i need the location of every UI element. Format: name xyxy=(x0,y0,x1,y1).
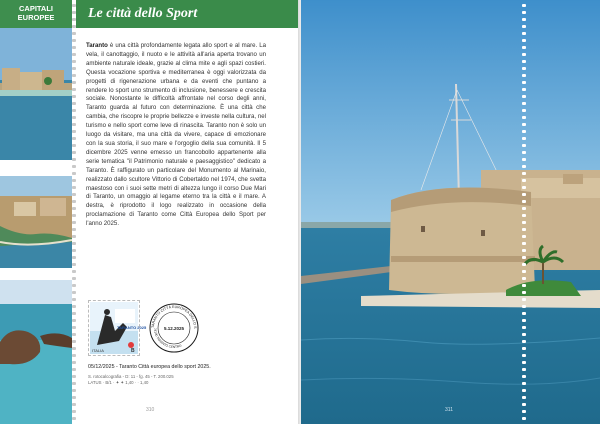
binding-hole xyxy=(522,361,526,364)
binding-hole xyxy=(72,74,76,77)
binding-hole xyxy=(72,221,76,224)
postmark-bottom-text: 74100 TARANTO CENTRO xyxy=(152,327,183,350)
binding-hole xyxy=(522,158,526,161)
binding-hole xyxy=(522,403,526,406)
binding-hole xyxy=(72,312,76,315)
binding-hole xyxy=(72,403,76,406)
binding-hole xyxy=(72,207,76,210)
binding-hole xyxy=(72,60,76,63)
binding-hole xyxy=(522,18,526,21)
binding-hole xyxy=(522,11,526,14)
binding-hole xyxy=(522,130,526,133)
article-body xyxy=(86,42,266,229)
binding-hole xyxy=(522,284,526,287)
photo-column xyxy=(0,28,72,424)
binding-hole xyxy=(522,312,526,315)
binding-hole xyxy=(522,368,526,371)
binding-hole xyxy=(522,116,526,119)
page-title: Le città dello Sport xyxy=(88,6,198,21)
postage-stamp xyxy=(88,300,147,356)
binding-hole xyxy=(72,375,76,378)
stamp-country: ITALIA xyxy=(92,348,104,353)
binding-hole xyxy=(522,74,526,77)
binding-hole xyxy=(522,186,526,189)
binding-hole xyxy=(522,354,526,357)
binding-hole xyxy=(72,179,76,182)
binding-hole xyxy=(72,228,76,231)
binding-hole xyxy=(72,46,76,49)
stamp-value: B xyxy=(131,348,135,354)
binding-hole xyxy=(72,354,76,357)
article-text: è una città profondamente legata allo sport e al mare. La vela, il canottaggio, il nuoto e le attività all'aria aperta trovano un ambiente naturale ideale, grazie al clima mite e agli spazi costieri. Questa vocazione sportiva e mediterranea è oggi valorizzata da progetti di rigenerazione urbana e da eventi che puntano a rendere lo sport uno strumento di inclusione, benessere e crescita sociale. Nonostante le difficoltà affrontate nel corso degli anni, Taranto guarda al futuro con determinazione. È una città che cambia, che riscopre le proprie bellezze e investe nella cultura, nel turismo e nello sport come leve di rinascita. Taranto non è solo un luogo da visitare, ma una città da vivere, capace di emozionare con la sua storia, il suo mare e l'orgoglio della sua comunità. Il 5 dicembre 2025 venne emesso un francobollo appartenente alla serie tematica "il Patrimonio naturale e paesaggistico" dedicato a Taranto. È raffigurato un particolare del Monumento al Marinaio, realizzato dallo scultore Vittorio di Cobertaldo nel 1974, che svetta maestoso con i suoi sette metri di altezza lungo il corso Due Mari di Taranto, un omaggio al legame eterno tra la città e il mare. A destra, è riprodotto il logo realizzato in occasione della proclamazione di Taranto come Città Europea dello Sport per l'anno 2025. xyxy=(86,42,266,228)
binding-hole xyxy=(72,200,76,203)
binding-hole xyxy=(72,326,76,329)
binding-hole xyxy=(72,410,76,413)
binding-hole xyxy=(522,25,526,28)
binding-hole xyxy=(72,165,76,168)
binding-hole xyxy=(72,32,76,35)
binding-hole xyxy=(522,39,526,42)
binding-hole xyxy=(72,389,76,392)
binding-hole xyxy=(522,109,526,112)
binding-hole xyxy=(522,340,526,343)
binding-hole xyxy=(72,291,76,294)
binding-hole xyxy=(72,123,76,126)
binding-hole xyxy=(522,417,526,420)
binding-hole xyxy=(522,410,526,413)
binding-hole xyxy=(522,179,526,182)
binding-hole xyxy=(72,67,76,70)
postmark-ring-text: TARANTO CITTÀ EUROPEA DELLO S xyxy=(150,304,198,329)
binding-hole xyxy=(72,235,76,238)
binding-hole xyxy=(72,284,76,287)
binding-hole xyxy=(522,249,526,252)
binding-hole xyxy=(72,319,76,322)
binding-hole xyxy=(522,88,526,91)
binding-hole xyxy=(72,263,76,266)
binding-hole xyxy=(522,32,526,35)
binding-hole xyxy=(522,228,526,231)
binding-hole xyxy=(72,277,76,280)
article-lead: Taranto xyxy=(86,42,108,49)
binding-hole xyxy=(522,200,526,203)
binding-hole xyxy=(522,207,526,210)
binding-hole xyxy=(72,53,76,56)
binding-hole xyxy=(72,11,76,14)
binding-hole xyxy=(72,368,76,371)
binding-hole xyxy=(522,165,526,168)
binding-hole xyxy=(72,151,76,154)
binding-hole xyxy=(72,95,76,98)
page-number-left: 310 xyxy=(146,407,155,413)
right-page-photo xyxy=(301,0,600,424)
binding-hole xyxy=(72,81,76,84)
binding-hole xyxy=(522,235,526,238)
binding-hole xyxy=(522,95,526,98)
binding-hole xyxy=(522,256,526,259)
rocks-photo xyxy=(0,280,72,424)
binding-hole xyxy=(72,305,76,308)
binding-hole xyxy=(72,249,76,252)
castle-photo xyxy=(0,28,72,160)
binding-hole xyxy=(522,333,526,336)
binding-hole xyxy=(522,137,526,140)
section-tab xyxy=(0,0,72,28)
binding-hole xyxy=(72,186,76,189)
binding-hole xyxy=(72,333,76,336)
binding-hole xyxy=(72,193,76,196)
title-bar xyxy=(76,0,299,28)
binding-hole xyxy=(522,396,526,399)
spiral-binding-right xyxy=(522,0,526,424)
postmark-date: 5.12.2025 xyxy=(163,326,185,331)
binding-hole xyxy=(522,326,526,329)
binding-hole xyxy=(522,389,526,392)
binding-hole xyxy=(522,305,526,308)
binding-hole xyxy=(522,298,526,301)
stamp-brand: TARANTO 2025 xyxy=(117,325,147,330)
binding-hole xyxy=(72,130,76,133)
spiral-binding-left xyxy=(72,0,76,424)
binding-hole xyxy=(72,158,76,161)
binding-hole xyxy=(72,417,76,420)
binding-hole xyxy=(522,172,526,175)
postmark-cancellation xyxy=(148,302,200,354)
binding-hole xyxy=(72,144,76,147)
stamp-metadata xyxy=(88,374,278,386)
binding-hole xyxy=(72,88,76,91)
binding-hole xyxy=(72,137,76,140)
binding-hole xyxy=(72,396,76,399)
stamp-metadata-line-1: S. rotocalcografia - D: 11 - fg. 45 - T. 200.025 xyxy=(88,374,174,379)
coast-photo xyxy=(0,176,72,268)
binding-hole xyxy=(72,270,76,273)
binding-hole xyxy=(72,18,76,21)
binding-hole xyxy=(522,102,526,105)
binding-hole xyxy=(72,4,76,7)
binding-hole xyxy=(72,340,76,343)
binding-hole xyxy=(72,214,76,217)
binding-hole xyxy=(522,151,526,154)
binding-hole xyxy=(522,144,526,147)
binding-hole xyxy=(72,361,76,364)
binding-hole xyxy=(522,270,526,273)
binding-hole xyxy=(522,382,526,385)
binding-hole xyxy=(72,298,76,301)
page-number-right: 311 xyxy=(445,407,453,413)
binding-hole xyxy=(522,67,526,70)
binding-hole xyxy=(522,60,526,63)
binding-hole xyxy=(72,382,76,385)
binding-hole xyxy=(72,102,76,105)
binding-hole xyxy=(72,347,76,350)
left-page xyxy=(0,0,299,424)
binding-hole xyxy=(522,291,526,294)
stamp-caption: 05/12/2025 - Taranto Città europea dello sport 2025. xyxy=(88,364,211,370)
binding-hole xyxy=(72,25,76,28)
binding-hole xyxy=(522,214,526,217)
binding-hole xyxy=(72,256,76,259)
binding-hole xyxy=(522,319,526,322)
binding-hole xyxy=(72,109,76,112)
binding-hole xyxy=(72,172,76,175)
binding-hole xyxy=(522,193,526,196)
binding-hole xyxy=(522,53,526,56)
binding-hole xyxy=(522,347,526,350)
binding-hole xyxy=(522,221,526,224)
section-label: CAPITALI EUROPEE xyxy=(17,4,55,22)
binding-hole xyxy=(72,116,76,119)
binding-hole xyxy=(522,46,526,49)
binding-hole xyxy=(522,277,526,280)
binding-hole xyxy=(522,375,526,378)
binding-hole xyxy=(522,263,526,266)
binding-hole xyxy=(522,242,526,245)
binding-hole xyxy=(72,242,76,245)
binding-hole xyxy=(72,39,76,42)
stamp-metadata-line-2: LATUS · B/1 · ✦ ✦ 1,40 · · 1,40 xyxy=(88,380,149,385)
binding-hole xyxy=(522,81,526,84)
binding-hole xyxy=(522,123,526,126)
binding-hole xyxy=(522,4,526,7)
